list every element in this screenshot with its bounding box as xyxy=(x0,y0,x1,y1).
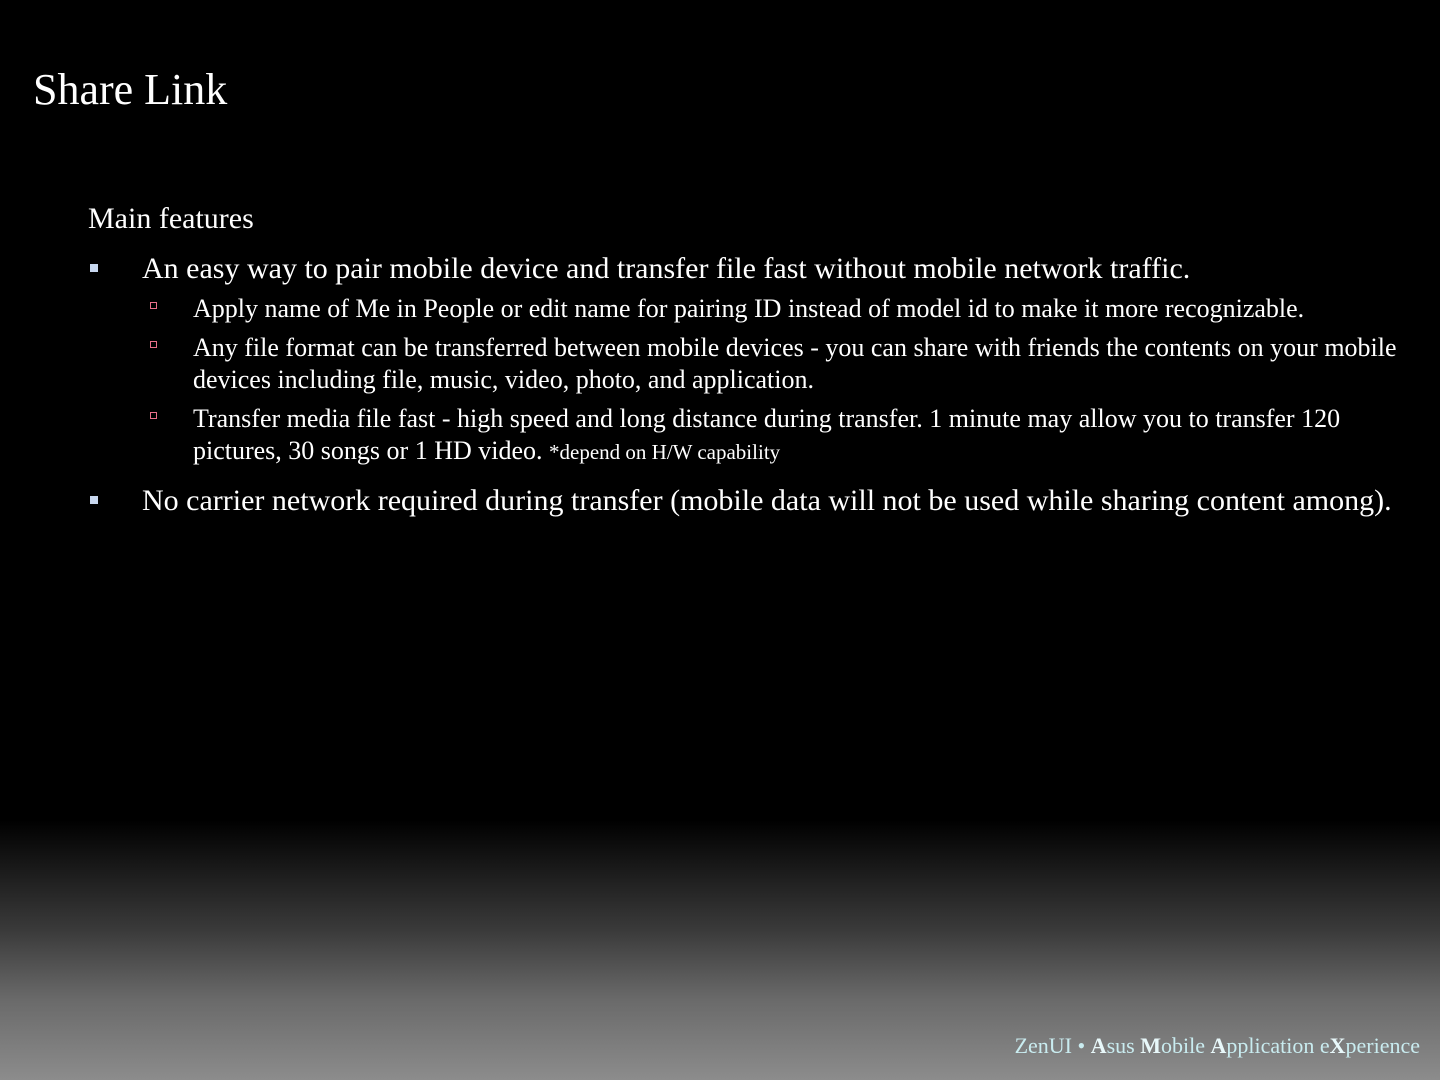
footer-initial: X xyxy=(1329,1033,1346,1058)
hollow-square-bullet-icon xyxy=(150,302,157,309)
bullet-item xyxy=(88,250,1434,287)
slide-content xyxy=(88,200,1434,523)
sub-bullet-item xyxy=(88,403,1434,468)
bullet-text: No carrier network required during transfer (mobile data will not be used while sharing content among). xyxy=(142,484,1392,517)
square-bullet-icon xyxy=(90,264,98,272)
footer-word-rest: sus xyxy=(1106,1033,1141,1058)
footer-word-rest: obile xyxy=(1160,1033,1211,1058)
footer-initial: M xyxy=(1140,1033,1161,1058)
sub-bullet-text: Apply name of Me in People or edit name for pairing ID instead of model id to make it more recognizable. xyxy=(193,294,1305,323)
sub-bullet-text: Transfer media file fast - high speed and long distance during transfer. 1 minute may allow you to transfer 120 pictures, 30 songs or 1 HD video. xyxy=(193,404,1341,465)
footer-branding xyxy=(1015,1032,1420,1060)
square-bullet-icon xyxy=(90,496,98,504)
bullet-item xyxy=(88,482,1434,519)
footer-initial: A xyxy=(1210,1033,1227,1058)
section-heading: Main features xyxy=(88,202,254,235)
hollow-square-bullet-icon xyxy=(150,341,157,348)
sub-bullet-item xyxy=(88,293,1434,325)
sub-bullet-text: Any file format can be transferred between mobile devices - you can share with friends the contents on your mobile devices including file, music, video, photo, and application. xyxy=(193,333,1397,394)
capability-footnote: *depend on H/W capability xyxy=(549,440,781,464)
footer-prefix: ZenUI • xyxy=(1014,1033,1091,1058)
bullet-text: An easy way to pair mobile device and transfer file fast without mobile network traffic. xyxy=(142,252,1191,285)
slide-title: Share Link xyxy=(33,65,228,114)
footer-word-rest: pplication e xyxy=(1226,1033,1330,1058)
footer-initial: A xyxy=(1090,1033,1107,1058)
hollow-square-bullet-icon xyxy=(150,412,157,419)
sub-bullet-item xyxy=(88,332,1434,396)
footer-word-rest: perience xyxy=(1345,1033,1420,1058)
sub-bullet-list xyxy=(88,293,1434,468)
